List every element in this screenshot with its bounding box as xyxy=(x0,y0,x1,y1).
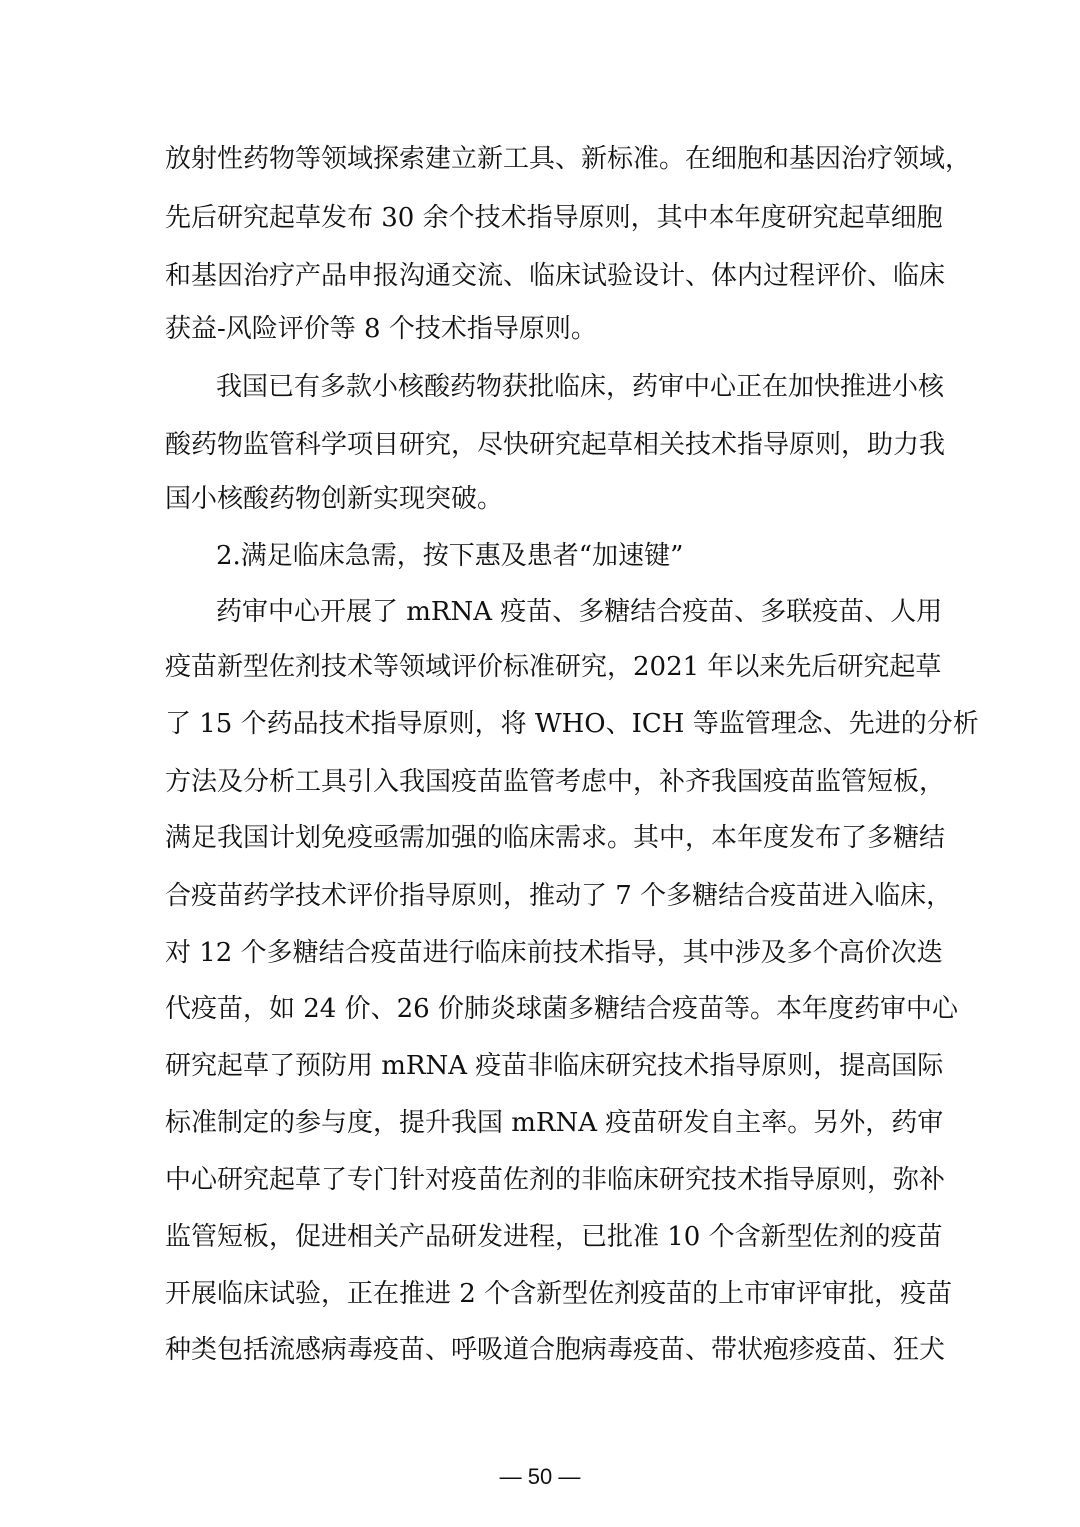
paragraph-line: 种类包括流感病毒疫苗、呼吸道合胞病毒疫苗、带状疱疹疫苗、狂犬 xyxy=(165,1335,946,1365)
paragraph-line: 先后研究起草发布 30 余个技术指导原则，其中本年度研究起草细胞 xyxy=(165,203,943,233)
paragraph-line: 对 12 个多糖结合疫苗进行临床前技术指导，其中涉及多个高价次迭 xyxy=(165,938,943,968)
paragraph-line: 疫苗新型佐剂技术等领域评价标准研究，2021 年以来先后研究起草 xyxy=(165,652,942,682)
paragraph-line: 我国已有多款小核酸药物获批临床，药审中心正在加快推进小核 xyxy=(216,372,945,402)
paragraph-line: 标准制定的参与度，提升我国 mRNA 疫苗研发自主率。另外，药审 xyxy=(165,1108,944,1138)
paragraph-line: 和基因治疗产品申报沟通交流、临床试验设计、体内过程评价、临床 xyxy=(165,261,946,291)
paragraph-line: 国小核酸药物创新实现突破。 xyxy=(165,484,504,514)
paragraph-line: 开展临床试验，正在推进 2 个含新型佐剂疫苗的上市审评审批，疫苗 xyxy=(165,1279,953,1309)
paragraph-line: 药审中心开展了 mRNA 疫苗、多糖结合疫苗、多联疫苗、人用 xyxy=(216,597,943,627)
paragraph-line: 满足我国计划免疫亟需加强的临床需求。其中，本年度发布了多糖结 xyxy=(165,823,946,853)
paragraph-line: 方法及分析工具引入我国疫苗监管考虑中，补齐我国疫苗监管短板， xyxy=(165,767,946,797)
paragraph-line: 了 15 个药品技术指导原则，将 WHO、ICH 等监管理念、先进的分析 xyxy=(165,709,979,739)
paragraph-line: 酸药物监管科学项目研究，尽快研究起草相关技术指导原则，助力我 xyxy=(165,430,946,460)
page-number: — 50 — xyxy=(499,1464,581,1489)
paragraph-line: 合疫苗药学技术评价指导原则，推动了 7 个多糖结合疫苗进入临床， xyxy=(165,881,953,911)
paragraph-line: 监管短板，促进相关产品研发进程，已批准 10 个含新型佐剂的疫苗 xyxy=(165,1222,943,1252)
paragraph-line: 获益-风险评价等 8 个技术指导原则。 xyxy=(165,314,597,344)
section-heading: 2.满足临床急需，按下惠及患者“加速键” xyxy=(216,541,684,571)
paragraph-line: 中心研究起草了专门针对疫苗佐剂的非临床研究技术指导原则，弥补 xyxy=(165,1165,946,1195)
paragraph-line: 放射性药物等领域探索建立新工具、新标准。在细胞和基因治疗领域， xyxy=(165,144,972,174)
paragraph-line: 研究起草了预防用 mRNA 疫苗非临床研究技术指导原则，提高国际 xyxy=(165,1051,944,1081)
paragraph-line: 代疫苗，如 24 价、26 价肺炎球菌多糖结合疫苗等。本年度药审中心 xyxy=(165,994,958,1024)
